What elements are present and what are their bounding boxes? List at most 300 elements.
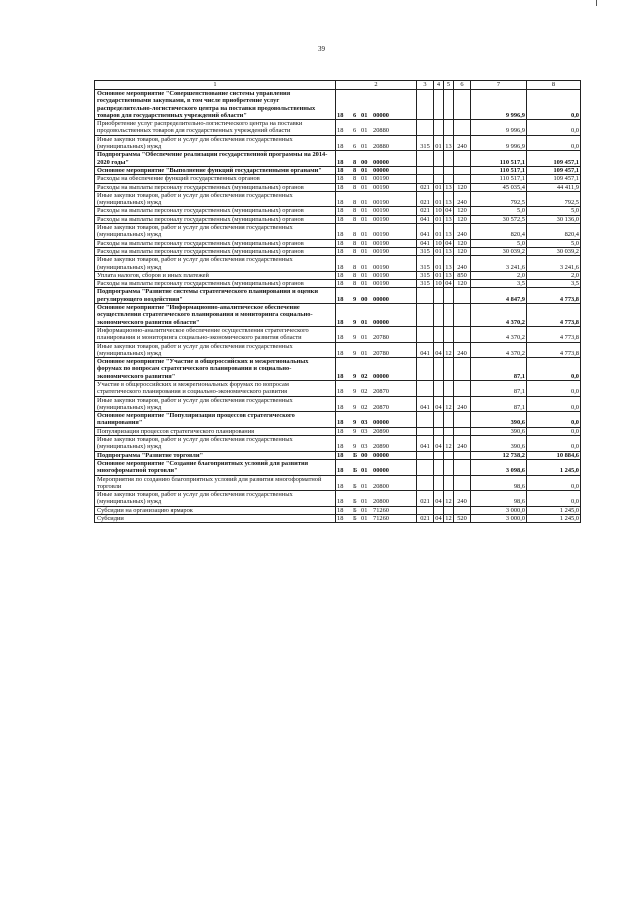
row-expense-kind: 120 [454, 247, 471, 255]
row-subsection [444, 151, 454, 167]
row-subsection: 13 [444, 256, 454, 272]
row-subsection: 13 [445, 215, 452, 223]
row-amount-2: 109 457,1 [527, 151, 581, 167]
code-subprogram: 8 [353, 199, 357, 207]
row-subsection: 13 [444, 224, 454, 240]
code-program: 18 [337, 111, 344, 119]
row-subsection: 04 [445, 280, 452, 288]
row-name: Иные закупки товаров, работ и услуг для обеспечения государственных (муниципальных) нужд [95, 191, 336, 207]
row-section [434, 427, 444, 435]
row-expense-type [417, 475, 434, 491]
row-expense-kind: 240 [454, 191, 471, 207]
code-subprogram: 9 [353, 295, 357, 303]
code-program: 18 [337, 372, 344, 380]
code-direction: 00190 [373, 247, 389, 255]
row-amount-1: 98,6 [471, 491, 527, 507]
row-name: Основное мероприятие "Выполнение функций государственными органами" [95, 166, 336, 174]
code-direction: 20880 [373, 127, 389, 135]
row-amount-2: 0,0 [527, 427, 581, 435]
row-amount-1: 3 000,0 [471, 506, 527, 514]
row-amount-1: 45 035,4 [471, 183, 527, 191]
code-direction: 00190 [373, 231, 389, 239]
row-subsection [444, 175, 454, 183]
row-subsection: 04 [445, 239, 452, 247]
row-amount-1: 3 098,6 [471, 459, 527, 475]
row-expense-type: 041 [417, 215, 434, 223]
row-amount-2: 0,0 [527, 380, 581, 396]
row-section: 01 [434, 224, 444, 240]
row-amount-1: 3,5 [471, 280, 527, 288]
code-direction: 20870 [373, 388, 389, 396]
code-subprogram: 8 [353, 231, 357, 239]
row-subsection: 12 [444, 436, 454, 452]
row-section [434, 326, 444, 342]
row-expense-kind [454, 427, 471, 435]
row-section [434, 166, 444, 174]
row-section: 01 [435, 271, 442, 279]
row-section [434, 506, 444, 514]
row-amount-1: 3 000,0 [471, 515, 527, 523]
code-subprogram: 8 [353, 183, 357, 191]
row-subsection [444, 304, 454, 327]
row-amount-2: 4 773,8 [527, 288, 581, 304]
row-amount-1: 3 241,6 [471, 256, 527, 272]
row-expense-kind [454, 288, 471, 304]
row-amount-1: 792,5 [471, 191, 527, 207]
row-name: Расходы на выплаты персоналу государственных (муниципальных) органов [95, 280, 336, 288]
row-name: Расходы на выплаты персоналу государственных (муниципальных) органов [95, 239, 336, 247]
table-row [95, 451, 581, 459]
code-main-event: 03 [361, 427, 368, 435]
code-subprogram: 9 [353, 427, 357, 435]
row-amount-2: 0,0 [527, 358, 581, 381]
code-main-event: 01 [361, 207, 368, 215]
row-section: 10 [435, 280, 442, 288]
code-program: 18 [337, 280, 344, 288]
code-main-event: 01 [361, 467, 368, 475]
row-expense-kind [454, 475, 471, 491]
code-direction: 00000 [373, 166, 389, 174]
row-expense-type [417, 90, 434, 120]
code-subprogram: 8 [353, 247, 357, 255]
row-amount-1: 390,6 [471, 436, 527, 452]
row-amount-1: 110 517,1 [471, 175, 527, 183]
row-amount-1: 30 572,5 [471, 215, 527, 223]
header-col-7: 7 [471, 81, 527, 90]
code-program: 18 [337, 318, 344, 326]
row-expense-kind [454, 380, 471, 396]
row-section: 01 [435, 215, 442, 223]
code-program: 18 [337, 403, 344, 411]
code-main-event: 03 [361, 419, 368, 427]
row-target-code [336, 183, 417, 191]
row-amount-2: 0,0 [527, 396, 581, 412]
row-amount-2: 1 245,0 [527, 459, 581, 475]
code-direction: 20800 [373, 498, 389, 506]
code-main-event: 00 [361, 158, 368, 166]
table-row [95, 271, 581, 279]
row-subsection: 13 [445, 183, 452, 191]
row-expense-kind: 120 [454, 280, 471, 288]
row-amount-2: 4 773,8 [527, 304, 581, 327]
table-row [95, 358, 581, 381]
code-program: 18 [337, 231, 344, 239]
row-amount-2: 4 773,8 [527, 342, 581, 358]
code-program: 18 [337, 143, 344, 151]
row-expense-type: 021 [417, 183, 434, 191]
row-amount-2: 10 884,6 [527, 451, 581, 459]
code-program: 18 [337, 515, 344, 523]
row-expense-type [417, 166, 434, 174]
row-section: 01 [434, 256, 444, 272]
row-target-code [336, 280, 417, 288]
page-number: 39 [318, 45, 325, 53]
row-target-code [336, 120, 417, 136]
code-program: 18 [337, 239, 344, 247]
row-amount-2: 4 773,8 [527, 326, 581, 342]
row-amount-2: 44 411,9 [527, 183, 581, 191]
row-section: 04 [434, 491, 444, 507]
row-expense-kind: 240 [454, 342, 471, 358]
row-target-code [336, 358, 417, 381]
row-amount-2: 0,0 [527, 491, 581, 507]
row-name: Информационно-аналитическое обеспечение осуществления стратегического планирования и мониторинга социально-экономического развития области [95, 326, 336, 342]
row-section: 01 [434, 191, 444, 207]
row-amount-2: 0,0 [527, 120, 581, 136]
row-expense-kind: 120 [454, 183, 471, 191]
code-direction: 00000 [373, 419, 389, 427]
table-header-row [95, 81, 581, 90]
row-name: Подпрограмма "Развитие системы стратегического планирования и оценки регулирующего воздействия" [95, 288, 336, 304]
code-subprogram: Б [353, 451, 358, 459]
row-amount-2: 5,0 [527, 239, 581, 247]
row-name: Основное мероприятие "Информационно-аналитическое обеспечение осуществления стратегического планирования и мониторинга социально-экономического развития области" [95, 304, 336, 327]
table-row [95, 475, 581, 491]
row-name: Мероприятия по созданию благоприятных условий для развития многоформатной торговли [95, 475, 336, 491]
row-section: 10 [435, 207, 442, 215]
code-main-event: 01 [361, 127, 368, 135]
code-direction: 00190 [373, 207, 389, 215]
code-subprogram: 6 [353, 143, 357, 151]
row-name: Иные закупки товаров, работ и услуг для обеспечения государственных (муниципальных) нужд [95, 224, 336, 240]
row-name: Иные закупки товаров, работ и услуг для обеспечения государственных (муниципальных) нужд [95, 256, 336, 272]
row-expense-type: 315 [417, 271, 434, 279]
row-amount-2: 0,0 [527, 135, 581, 151]
row-subsection [444, 288, 454, 304]
code-program: 18 [337, 334, 344, 342]
row-amount-1: 9 996,9 [471, 135, 527, 151]
table-row [95, 90, 581, 120]
row-amount-1: 4 370,2 [471, 326, 527, 342]
row-target-code [336, 396, 417, 412]
row-name: Иные закупки товаров, работ и услуг для обеспечения государственных (муниципальных) нужд [95, 135, 336, 151]
row-amount-1: 87,1 [471, 396, 527, 412]
row-expense-type: 021 [417, 515, 434, 523]
table-row [95, 412, 581, 428]
row-amount-1: 9 996,9 [471, 90, 527, 120]
code-subprogram: 9 [353, 372, 357, 380]
row-expense-type: 041 [417, 224, 434, 240]
row-expense-kind: 520 [454, 515, 471, 523]
row-target-code [336, 175, 417, 183]
row-target-code [336, 247, 417, 255]
row-subsection [444, 120, 454, 136]
code-main-event: 01 [361, 247, 368, 255]
row-expense-kind [454, 120, 471, 136]
header-col-5: 5 [444, 81, 454, 90]
table-row [95, 436, 581, 452]
code-program: 18 [337, 295, 344, 303]
code-main-event: 01 [361, 239, 368, 247]
code-program: 18 [337, 506, 344, 514]
table-row [95, 175, 581, 183]
code-program: 18 [337, 467, 344, 475]
row-amount-2: 1 245,0 [527, 515, 581, 523]
row-expense-kind [454, 90, 471, 120]
row-section [434, 451, 444, 459]
row-subsection [444, 380, 454, 396]
code-main-event: 01 [361, 199, 368, 207]
row-expense-type [417, 380, 434, 396]
code-direction: 20780 [373, 349, 389, 357]
table-row [95, 256, 581, 272]
row-target-code [336, 151, 417, 167]
code-direction: 71260 [373, 515, 389, 523]
table-row [95, 239, 581, 247]
row-name: Подпрограмма "Обеспечение реализации государственной программы на 2014-2020 годы" [95, 151, 336, 167]
code-direction: 00190 [373, 183, 389, 191]
code-subprogram: 6 [353, 127, 357, 135]
row-target-code [336, 224, 417, 240]
code-direction: 00190 [373, 199, 389, 207]
row-name: Основное мероприятие "Совершенствование системы управления государственными закупками, в том числе приобретение услуг распределительно-логистического центра на поставки продовольственных товаров для государственных учреждений области" [95, 90, 336, 120]
row-expense-kind [454, 506, 471, 514]
row-amount-2: 792,5 [527, 191, 581, 207]
row-subsection [444, 412, 454, 428]
row-section: 01 [434, 135, 444, 151]
code-program: 18 [337, 419, 344, 427]
row-amount-2: 3,5 [527, 280, 581, 288]
code-direction: 20890 [373, 443, 389, 451]
row-target-code [336, 256, 417, 272]
code-main-event: 01 [361, 231, 368, 239]
row-subsection [444, 326, 454, 342]
row-target-code [336, 135, 417, 151]
code-program: 18 [337, 183, 344, 191]
row-subsection: 13 [445, 247, 452, 255]
code-program: 18 [337, 158, 344, 166]
row-section [434, 90, 444, 120]
row-amount-2: 820,4 [527, 224, 581, 240]
code-program: 18 [337, 207, 344, 215]
code-program: 18 [337, 247, 344, 255]
row-subsection: 13 [445, 271, 452, 279]
row-expense-type [417, 304, 434, 327]
row-expense-kind [454, 304, 471, 327]
code-subprogram: Б [353, 467, 358, 475]
code-direction: 00190 [373, 239, 389, 247]
row-section: 04 [435, 515, 442, 523]
row-section: 01 [435, 183, 442, 191]
code-direction: 00000 [373, 467, 389, 475]
code-program: 18 [337, 427, 344, 435]
row-name: Участие в общероссийских и межрегиональных форумах по вопросам стратегического планирования и социально-экономического развития [95, 380, 336, 396]
row-expense-kind [454, 358, 471, 381]
row-amount-1: 2,0 [471, 271, 527, 279]
row-expense-type: 315 [417, 135, 434, 151]
code-main-event: 01 [361, 111, 368, 119]
code-main-event: 03 [361, 443, 368, 451]
code-main-event: 01 [361, 215, 368, 223]
code-main-event: 01 [361, 334, 368, 342]
code-subprogram: 9 [353, 334, 357, 342]
row-expense-type [417, 412, 434, 428]
code-program: 18 [337, 349, 344, 357]
row-amount-2: 109 457,1 [527, 175, 581, 183]
row-expense-type: 041 [417, 239, 434, 247]
row-expense-kind: 240 [454, 491, 471, 507]
table-row [95, 224, 581, 240]
table-row [95, 427, 581, 435]
row-expense-type: 021 [417, 191, 434, 207]
header-col-4: 4 [434, 81, 444, 90]
code-direction: 00190 [373, 280, 389, 288]
row-subsection [444, 459, 454, 475]
code-direction: 00000 [373, 451, 389, 459]
row-amount-2: 109 457,1 [527, 166, 581, 174]
code-subprogram: 9 [353, 403, 357, 411]
code-program: 18 [337, 263, 344, 271]
row-expense-kind: 850 [454, 271, 471, 279]
code-subprogram: 8 [353, 175, 357, 183]
code-program: 18 [337, 175, 344, 183]
row-target-code [336, 342, 417, 358]
code-subprogram: 8 [353, 207, 357, 215]
code-subprogram: 9 [353, 443, 357, 451]
code-program: 18 [337, 166, 344, 174]
code-direction: 20870 [373, 403, 389, 411]
row-expense-type: 315 [417, 247, 434, 255]
row-target-code [336, 451, 417, 459]
code-main-event: 01 [361, 166, 368, 174]
code-direction: 00000 [373, 318, 389, 326]
code-direction: 20880 [373, 143, 389, 151]
row-section [434, 304, 444, 327]
code-program: 18 [337, 388, 344, 396]
code-direction: 00190 [373, 215, 389, 223]
row-subsection [444, 451, 454, 459]
row-name: Иные закупки товаров, работ и услуг для обеспечения государственных (муниципальных) нужд [95, 436, 336, 452]
code-subprogram: Б [353, 482, 357, 490]
row-amount-1: 110 517,1 [471, 151, 527, 167]
row-name: Приобретение услуг распределительно-логистического центра на поставки продовольственных товаров для государственных учреждений области [95, 120, 336, 136]
row-name: Уплата налогов, сборов и иных платежей [95, 271, 336, 279]
code-subprogram: 9 [353, 419, 357, 427]
code-subprogram: 9 [353, 349, 357, 357]
row-expense-kind: 240 [454, 436, 471, 452]
code-subprogram: 6 [353, 111, 357, 119]
row-name: Расходы на выплаты персоналу государственных (муниципальных) органов [95, 183, 336, 191]
row-subsection [444, 427, 454, 435]
row-expense-type: 041 [417, 396, 434, 412]
budget-table [94, 80, 581, 523]
code-subprogram: 8 [353, 166, 357, 174]
row-expense-kind: 120 [454, 207, 471, 215]
row-amount-1: 9 996,9 [471, 120, 527, 136]
row-subsection [444, 90, 454, 120]
row-amount-1: 110 517,1 [471, 166, 527, 174]
row-expense-kind [454, 151, 471, 167]
row-target-code [336, 506, 417, 514]
row-amount-1: 5,0 [471, 239, 527, 247]
row-target-code [336, 166, 417, 174]
row-section: 04 [434, 396, 444, 412]
row-subsection: 04 [445, 207, 452, 215]
row-amount-1: 5,0 [471, 207, 527, 215]
row-name: Иные закупки товаров, работ и услуг для обеспечения государственных (муниципальных) нужд [95, 491, 336, 507]
row-expense-type: 315 [417, 256, 434, 272]
row-name: Основное мероприятие "Популяризация процессов стратегического планирования" [95, 412, 336, 428]
code-main-event: 00 [361, 451, 368, 459]
row-subsection: 12 [444, 491, 454, 507]
row-expense-type [417, 451, 434, 459]
row-expense-type [417, 120, 434, 136]
code-main-event: 01 [361, 280, 368, 288]
row-expense-kind: 240 [454, 396, 471, 412]
row-subsection [444, 166, 454, 174]
row-target-code [336, 215, 417, 223]
row-target-code [336, 304, 417, 327]
header-col-2: 2 [336, 81, 417, 90]
row-name: Подпрограмма "Развитие торговли" [95, 451, 336, 459]
row-expense-kind [454, 459, 471, 475]
table-row [95, 396, 581, 412]
row-target-code [336, 475, 417, 491]
code-program: 18 [337, 498, 344, 506]
row-target-code [336, 207, 417, 215]
table-row [95, 247, 581, 255]
code-main-event: 02 [361, 372, 368, 380]
code-main-event: 00 [361, 295, 368, 303]
row-amount-2: 5,0 [527, 207, 581, 215]
row-name: Расходы на выплаты персоналу государственных (муниципальных) органов [95, 207, 336, 215]
row-amount-2: 1 245,0 [527, 506, 581, 514]
row-expense-kind: 120 [454, 239, 471, 247]
row-target-code [336, 380, 417, 396]
row-amount-2: 0,0 [527, 90, 581, 120]
code-subprogram: Б [353, 498, 357, 506]
row-amount-1: 390,6 [471, 412, 527, 428]
code-program: 18 [337, 451, 344, 459]
table-row [95, 342, 581, 358]
row-amount-1: 98,6 [471, 475, 527, 491]
table-row [95, 183, 581, 191]
row-section [434, 475, 444, 491]
code-subprogram: 8 [353, 280, 357, 288]
code-direction: 00190 [373, 263, 389, 271]
code-main-event: 01 [361, 183, 368, 191]
row-target-code [336, 515, 417, 523]
code-main-event: 01 [361, 349, 368, 357]
code-main-event: 01 [361, 506, 368, 514]
code-direction: 00190 [373, 175, 389, 183]
row-amount-2: 2,0 [527, 271, 581, 279]
code-subprogram: 8 [353, 271, 357, 279]
code-main-event: 02 [361, 388, 368, 396]
row-section [434, 120, 444, 136]
row-expense-type [417, 358, 434, 381]
row-amount-1: 30 039,2 [471, 247, 527, 255]
